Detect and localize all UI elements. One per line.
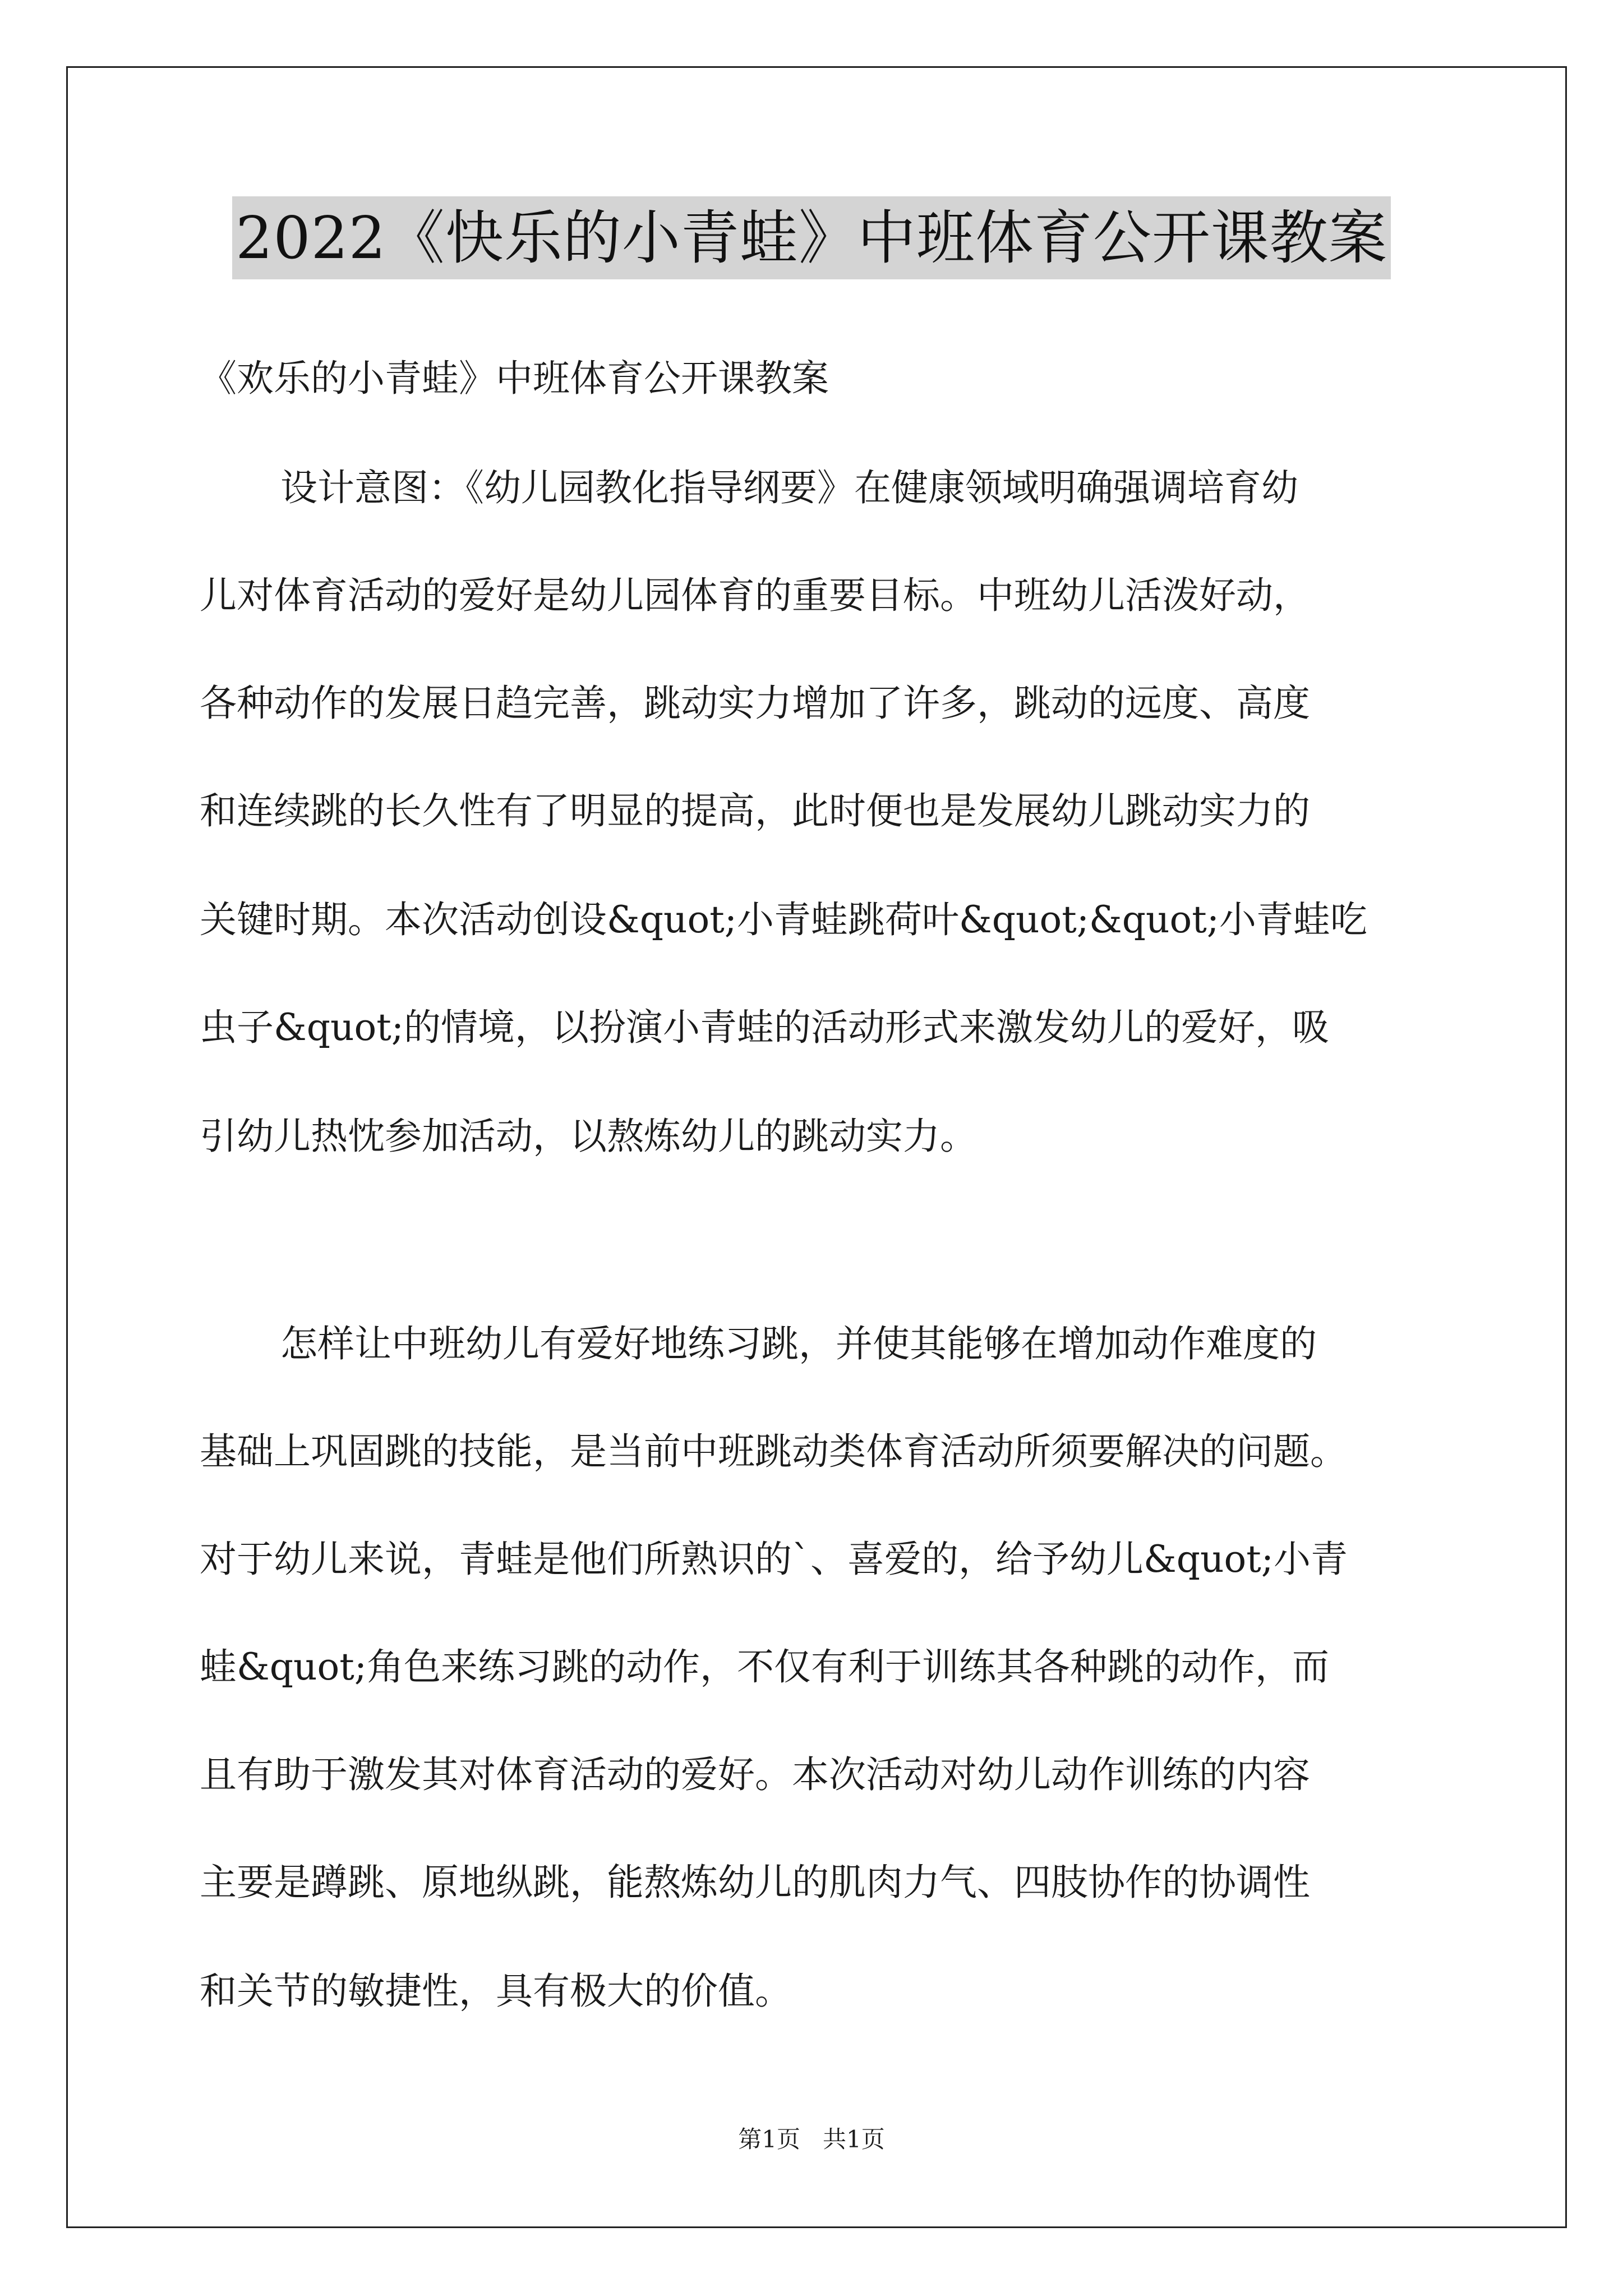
paragraph-2-line-1: 怎样让中班幼儿有爱好地练习跳，并使其能够在增加动作难度的 <box>280 1322 1317 1365</box>
paragraph-2-line-5: 且有助于激发其对体育活动的爱好。本次活动对幼儿动作训练的内容 <box>200 1753 1310 1796</box>
paragraph-1-line-1: 设计意图：《幼儿园教化指导纲要》在健康领域明确强调培育幼 <box>280 466 1298 509</box>
paragraph-1-line-3: 各种动作的发展日趋完善，跳动实力增加了许多，跳动的远度、高度 <box>200 682 1310 725</box>
document-title: 2022《快乐的小青蛙》中班体育公开课教案 <box>232 196 1391 279</box>
paragraph-2-line-6: 主要是蹲跳、原地纵跳，能熬炼幼儿的肌肉力气、四肢协作的协调性 <box>200 1861 1310 1904</box>
title-container <box>0 196 1623 279</box>
page-footer: 第1页 共1页 <box>738 2125 885 2153</box>
paragraph-1-line-5: 关键时期。本次活动创设&quot;小青蛙跳荷叶&quot;&quot;小青蛙吃 <box>200 898 1367 941</box>
paragraph-1-line-2: 儿对体育活动的爱好是幼儿园体育的重要目标。中班幼儿活泼好动， <box>200 574 1310 617</box>
paragraph-2-line-4: 蛙&quot;角色来练习跳的动作，不仅有利于训练其各种跳的动作，而 <box>200 1645 1329 1688</box>
paragraph-1-line-7: 引幼儿热忱参加活动，以熬炼幼儿的跳动实力。 <box>200 1115 977 1158</box>
document-subtitle: 《欢乐的小青蛙》中班体育公开课教案 <box>200 357 829 400</box>
paragraph-1-line-6: 虫子&quot;的情境，以扮演小青蛙的活动形式来激发幼儿的爱好，吸 <box>200 1006 1329 1049</box>
paragraph-2-line-2: 基础上巩固跳的技能，是当前中班跳动类体育活动所须要解决的问题。 <box>200 1430 1347 1473</box>
paragraph-2-line-3: 对于幼儿来说，青蛙是他们所熟识的`、喜爱的，给予幼儿&quot;小青 <box>200 1538 1348 1581</box>
paragraph-1-line-4: 和连续跳的长久性有了明显的提高，此时便也是发展幼儿跳动实力的 <box>200 789 1310 832</box>
paragraph-2-line-7: 和关节的敏捷性，具有极大的价值。 <box>200 1970 792 2013</box>
